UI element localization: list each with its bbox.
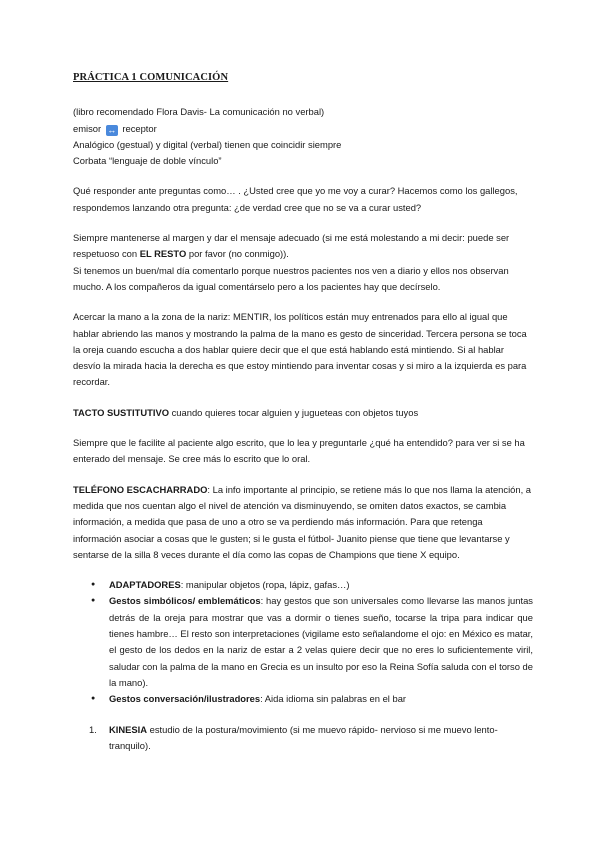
bullet-term: ADAPTADORES <box>109 579 181 591</box>
tacto-heading: TACTO SUSTITUTIVO <box>73 406 170 418</box>
bullet-term: Gestos simbólicos/ emblemáticos <box>109 595 261 607</box>
document-body <box>73 70 533 754</box>
paragraph-margin <box>73 230 533 263</box>
phone-text: : La info importante al principio, se retiene más lo que nos llama la atención, a medida que nos cuentan algo el nivel de atención va disminuyendo, se omiten datos exactos, se cambia información, a medida que pasa de uno a otro se va perdiendo más información. Para que retenga información asociar a cosas que le gusten; si le gusta el fútbol- Juanito piense que tiene que levantarse y sentarse de la silla 8 veces durante el día como las copas de Champions que tiene X equipo. <box>73 483 532 560</box>
bullet-text: : hay gestos que son universales como llevarse las manos juntas detrás de la oreja para mostrar que vas a dormir o tienes sueño, tocarse la tripa para indicar que tienes hambre… El resto son interpretaciones (vigilame esto señalandome el ojo: en México es matar, el gesto de los dedos en la nariz de estar a 2 velas quiere decir que no eres lo suficientemente viril, saludar con la palma de la mano en Grecia es un insulto por eso la Reina Sofía saluda con el torso de la mano). <box>109 595 533 688</box>
emisor-text: emisor <box>73 122 102 134</box>
margin-text-bold: EL RESTO <box>139 248 187 260</box>
bullet-text: : manipular objetos (ropa, lápiz, gafas…) <box>180 579 350 591</box>
phone-heading: TELÉFONO ESCACHARRADO <box>73 483 208 495</box>
left-right-arrow-icon: ↔ <box>107 124 117 135</box>
paragraph-questions: Qué responder ante preguntas como… . ¿Usted cree que yo me voy a curar? Hacemos como los gallegos, respondemos lanzando otra pregunta: ¿de verdad cree que no se va a curar usted? <box>73 185 518 213</box>
bullet-text: : Aida idioma sin palabras en el bar <box>260 693 407 705</box>
margin-text-after: por favor (no conmigo)). <box>186 248 289 260</box>
paragraph-phone <box>73 482 533 563</box>
paragraph-good-bad-day: Si tenemos un buen/mal día comentarlo porque nuestros pacientes nos ven a diario y ellos nos observan mucho. A los compañeros da igual comentárselo pero a los pacientes hay que decírselo. <box>73 264 509 292</box>
gesture-bullet-list <box>73 577 533 707</box>
list-item <box>89 722 533 755</box>
list-item <box>109 577 533 593</box>
paragraph-nose: Acercar la mano a la zona de la nariz: MENTIR, los políticos están muy entrenados para ello al igual que hablar abriendo las manos y mostrando la palma de la mano es gesto de sinceridad. Tercera persona se toca la oreja cuando escucha a dos hablar quiere decir que el que está hablando está mintiendo. Si al hablar desvío la mirada hacia la derecha es que estoy mintiendo para inventar cosas y si miro a la izquierda es para recordar. <box>73 311 527 388</box>
numbered-term: KINESIA <box>109 723 148 735</box>
paragraph-tacto <box>73 405 533 421</box>
list-item <box>109 593 533 691</box>
tacto-text: cuando quieres tocar alguien y jugueteas con objetos tuyos <box>169 406 419 418</box>
bullet-term: Gestos conversación/ilustradores <box>109 693 261 705</box>
numbered-text: estudio de la postura/movimiento (si me muevo rápido- nervioso si me muevo lento- tranquilo). <box>109 723 498 751</box>
document-title: PRÁCTICA 1 COMUNICACIÓN <box>73 72 229 83</box>
intro-line-emisor <box>73 121 533 137</box>
intro-line-corbata: Corbata “lenguaje de doble vínculo” <box>73 155 222 167</box>
receptor-text: receptor <box>122 122 157 134</box>
paragraph-written: Siempre que le facilite al paciente algo escrito, que lo lea y preguntarle ¿qué ha entendido? para ver si se ha enterado del mensaje. Se cree más lo escrito que lo oral. <box>73 437 525 465</box>
intro-line-book: (libro recomendado Flora Davis- La comunicación no verbal) <box>73 106 325 118</box>
numbered-list <box>73 722 533 755</box>
intro-line-analogico: Analógico (gestual) y digital (verbal) tienen que coincidir siempre <box>73 138 342 150</box>
margin-text-before: Siempre mantenerse al margen y dar el mensaje adecuado (si me está molestando a mi decir: puede ser respetuoso con <box>73 232 510 260</box>
list-item <box>109 691 533 707</box>
list-number: 1. <box>89 723 97 735</box>
